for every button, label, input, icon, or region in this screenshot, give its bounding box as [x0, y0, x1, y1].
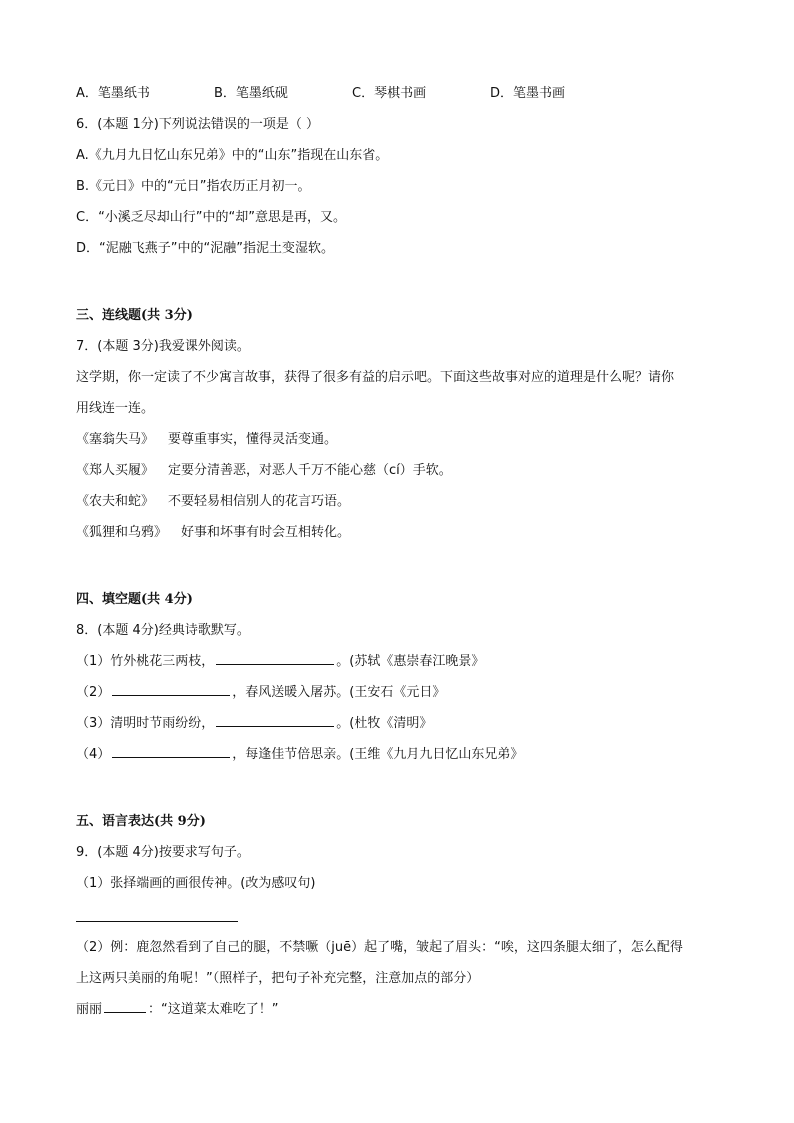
item-before: 竹外桃花三两枝， — [110, 654, 215, 669]
fill-blank[interactable] — [112, 743, 230, 758]
section-3-title: 三、连线题(共 3分) — [76, 308, 193, 323]
story-meaning: 定要分清善恶，对恶人千万不能心慈（cí）手软。 — [168, 463, 452, 478]
answer-line[interactable] — [76, 899, 238, 922]
q6-option-c[interactable]: C．“小溪乏尽却山行”中的“却”意思是再，又。 — [76, 210, 347, 225]
poem-fill-item — [76, 708, 726, 739]
item-number: （3） — [76, 716, 111, 731]
story-row[interactable] — [76, 424, 726, 455]
item-after: ，春风送暖入屠苏。(王安石《元日》 — [232, 685, 446, 700]
item-after: 。(杜牧《清明》 — [336, 716, 433, 731]
story-title: 《农夫和蛇》 — [76, 494, 155, 509]
story-meaning: 不要轻易相信别人的花言巧语。 — [168, 494, 351, 509]
story-title: 《狐狸和乌鸦》 — [76, 525, 168, 540]
q6-option-a[interactable]: A.《九月九日忆山东兄弟》中的“山东”指现在山东省。 — [76, 148, 389, 163]
q9-sub2-line2: 上这两只美丽的角呢！”（照样子，把句子补充完整，注意加点的部分） — [76, 971, 480, 986]
q5-option-c[interactable]: C．琴棋书画 — [352, 86, 427, 101]
story-row[interactable] — [76, 517, 726, 548]
fill-blank[interactable] — [216, 650, 334, 665]
q9-sub1: （1）张择端画的画很传神。(改为感叹句) — [76, 876, 316, 891]
q6-option-b[interactable]: B.《元日》中的“元日”指农历正月初一。 — [76, 179, 311, 194]
story-row[interactable] — [76, 455, 726, 486]
poem-fill-item — [76, 739, 726, 770]
story-title: 《郑人买履》 — [76, 463, 155, 478]
sub2-prefix: 丽丽 — [76, 1002, 103, 1017]
section-5-title: 五、语言表达(共 9分) — [76, 814, 206, 829]
q6-stem: 6．(本题 1分)下列说法错误的一项是（ ） — [76, 117, 319, 132]
story-title: 《塞翁失马》 — [76, 432, 155, 447]
item-number: （2） — [76, 685, 111, 700]
item-number: （4） — [76, 747, 111, 762]
poem-fill-item — [76, 646, 726, 677]
fill-blank[interactable] — [216, 712, 334, 727]
section-4-title: 四、填空题(共 4分) — [76, 592, 193, 607]
fill-blank[interactable] — [104, 998, 146, 1013]
story-row[interactable] — [76, 486, 726, 517]
q9-stem: 9．(本题 4分)按要求写句子。 — [76, 845, 250, 860]
item-before: 清明时节雨纷纷， — [110, 716, 215, 731]
item-after: ，每逢佳节倍思亲。(王维《九月九日忆山东兄弟》 — [232, 747, 524, 762]
poem-fill-item — [76, 677, 726, 708]
q5-option-d[interactable]: D．笔墨书画 — [490, 86, 566, 101]
sub2-suffix: ：“这道菜太难吃了！” — [148, 1002, 279, 1017]
fill-blank[interactable] — [112, 681, 230, 696]
q5-option-b[interactable]: B．笔墨纸砚 — [214, 86, 288, 101]
exam-page — [76, 78, 726, 1025]
item-number: （1） — [76, 654, 111, 669]
q9-sub2-line1: （2）例：鹿忽然看到了自己的腿，不禁噘（juē）起了嘴，皱起了眉头：“唉，这四条腿太细了，怎么配得 — [76, 940, 683, 955]
q5-option-a[interactable]: A．笔墨纸书 — [76, 86, 150, 101]
q7-stem: 7．(本题 3分)我爱课外阅读。 — [76, 339, 250, 354]
q5-options — [76, 78, 726, 109]
q9-sub2-answer — [76, 994, 726, 1025]
item-after: 。(苏轼《惠崇春江晚景》 — [336, 654, 485, 669]
q6-option-d[interactable]: D．“泥融飞燕子”中的“泥融”指泥土变湿软。 — [76, 241, 334, 256]
story-meaning: 要尊重事实，懂得灵活变通。 — [168, 432, 338, 447]
q8-stem: 8．(本题 4分)经典诗歌默写。 — [76, 623, 250, 638]
story-meaning: 好事和坏事有时会互相转化。 — [181, 525, 351, 540]
q7-intro-1: 这学期，你一定读了不少寓言故事，获得了很多有益的启示吧。下面这些故事对应的道理是什么呢？请你 — [76, 370, 675, 385]
q7-intro-2: 用线连一连。 — [76, 401, 155, 416]
